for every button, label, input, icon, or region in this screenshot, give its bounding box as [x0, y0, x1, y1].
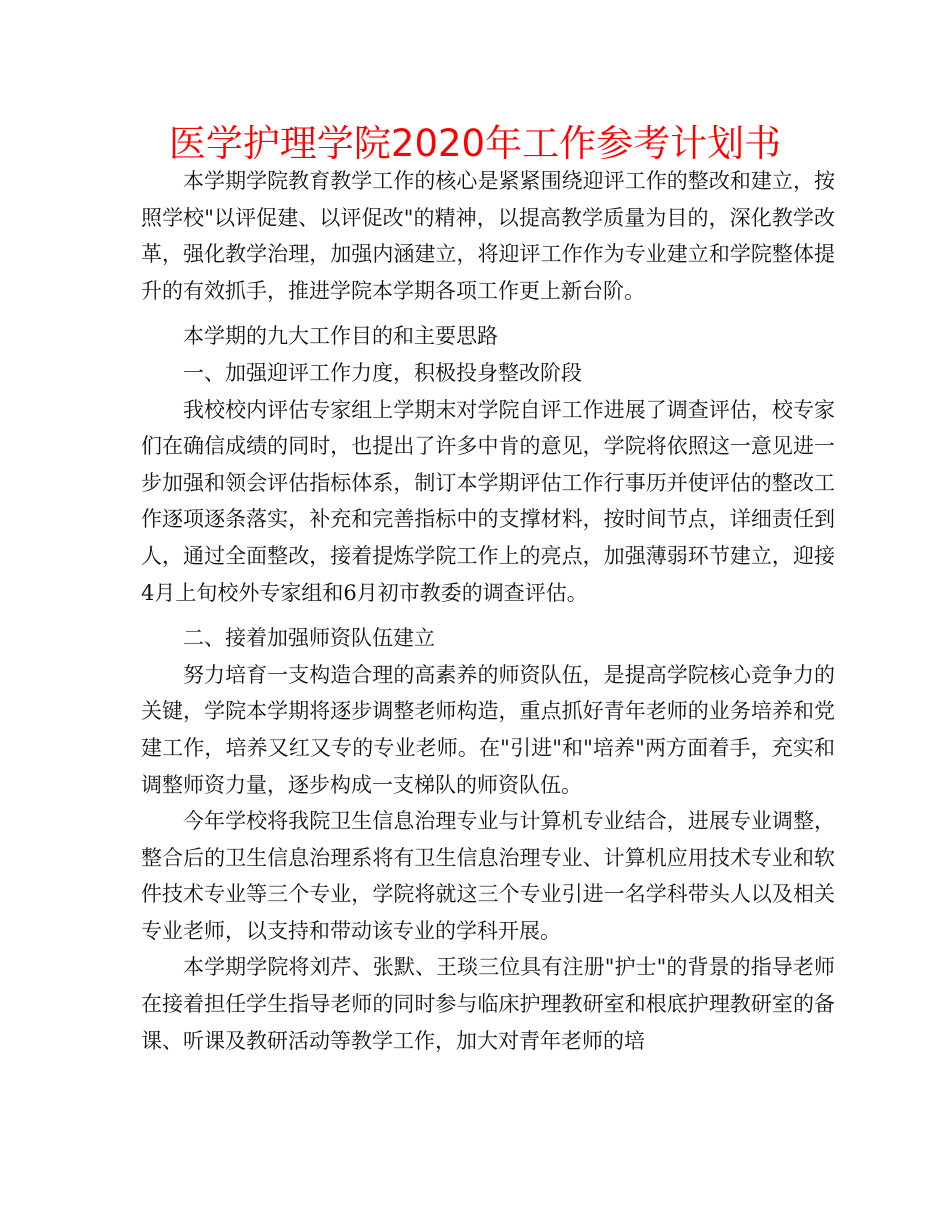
- section-heading-1: 一、加强迎评工作力度，积极投身整改阶段: [183, 360, 582, 385]
- paragraph-intro: 本学期学院教育教学工作的核心是紧紧围绕迎评工作的整改和建立，按照学校"以评促建、以评促改"的精神，以提高教学质量为目的，深化教学改革，强化教学治理，加强内涵建立，将迎评工作作为专业建立和学院整体提升的有效抓手，推进学院本学期各项工作更上新台阶。: [141, 169, 835, 303]
- paragraph-majors: 今年学校将我院卫生信息治理专业与计算机专业结合，进展专业调整，整合后的卫生信息治理系将有卫生信息治理专业、计算机应用技术专业和软件技术专业等三个专业，学院将就这三个专业引进一名学科带头人以及相关专业老师，以支持和带动该专业的学科开展。: [141, 809, 835, 943]
- section-heading-2: 二、接着加强师资队伍建立: [183, 626, 435, 651]
- paragraph-instructors: 本学期学院将刘芹、张默、王琰三位具有注册"护士"的背景的指导老师在接着担任学生指导老师的同时参与临床护理教研室和根底护理教研室的备课、听课及教研活动等教学工作，加大对青年老师的培: [141, 955, 835, 1053]
- paragraph-evaluation: 我校校内评估专家组上学期末对学院自评工作进展了调查评估，校专家们在确信成绩的同时，也提出了许多中肯的意见，学院将依照这一意见进一步加强和领会评估指标体系，制订本学期评估工作行事历并使评估的整改工作逐项逐条落实，补充和完善指标中的支撑材料，按时间节点，详细责任到人，通过全面整改，接着提炼学院工作上的亮点，加强薄弱环节建立，迎接4月上旬校外专家组和6月初市教委的调查评估。: [141, 397, 835, 605]
- paragraph-faculty: 努力培育一支构造合理的高素养的师资队伍，是提高学院核心竞争力的关键，学院本学期将逐步调整老师构造，重点抓好青年老师的业务培养和党建工作，培养又红又专的专业老师。在"引进"和"培养"两方面着手，充实和调整师资力量，逐步构成一支梯队的师资队伍。: [141, 662, 835, 797]
- paragraph-goals-heading: 本学期的九大工作目的和主要思路: [183, 324, 498, 349]
- document-title: 医学护理学院2020年工作参考计划书: [168, 122, 782, 165]
- document-body: [141, 163, 835, 1059]
